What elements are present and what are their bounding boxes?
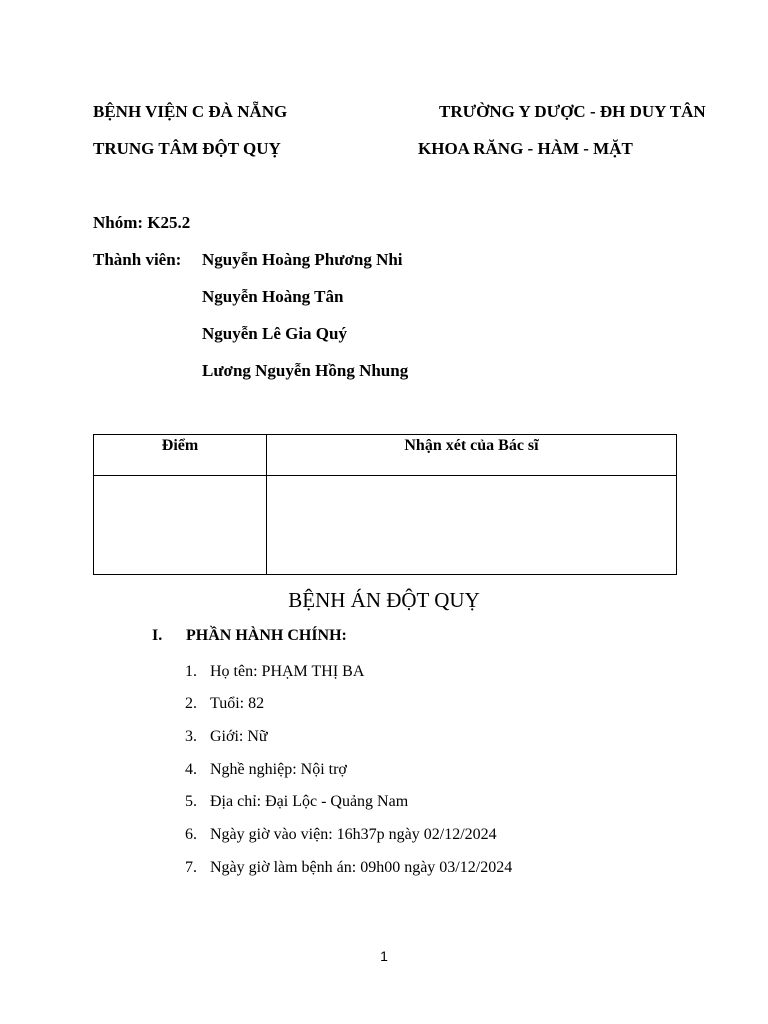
list-item-text: Nghề nghiệp: Nội trợ <box>210 761 347 778</box>
list-item-text: Ngày giờ vào viện: 16h37p ngày 02/12/2024 <box>210 826 497 843</box>
list-item <box>185 761 347 779</box>
list-item-text: Giới: Nữ <box>210 728 268 745</box>
list-item <box>185 859 512 877</box>
list-item-number: 6. <box>185 826 197 843</box>
list-item-number: 5. <box>185 793 197 810</box>
members-label: Thành viên: <box>93 250 182 269</box>
list-item <box>185 826 497 844</box>
list-item-text: Họ tên: PHẠM THỊ BA <box>210 663 365 680</box>
hospital-name: BỆNH VIỆN C ĐÀ NẴNG <box>93 102 288 121</box>
list-item-text: Tuổi: 82 <box>210 695 265 712</box>
comment-column-header: Nhận xét của Bác sĩ <box>267 435 677 476</box>
list-item-number: 7. <box>185 859 197 876</box>
member-name: Nguyễn Hoàng Phương Nhi <box>202 250 403 269</box>
member-name: Nguyễn Lê Gia Quý <box>202 324 347 343</box>
list-item-text: Ngày giờ làm bệnh án: 09h00 ngày 03/12/2024 <box>210 859 513 876</box>
score-table <box>93 434 677 575</box>
page-number: 1 <box>380 948 388 964</box>
score-cell <box>94 476 267 575</box>
comment-cell <box>267 476 677 575</box>
stroke-center-name: TRUNG TÂM ĐỘT QUỴ <box>93 139 281 158</box>
section-number: I. <box>152 627 163 644</box>
list-item-number: 2. <box>185 695 197 712</box>
list-item <box>185 793 408 811</box>
member-name: Nguyễn Hoàng Tân <box>202 287 344 306</box>
list-item-number: 3. <box>185 728 197 745</box>
list-item-text: Địa chỉ: Đại Lộc - Quảng Nam <box>210 793 409 810</box>
list-item-number: 1. <box>185 663 197 680</box>
university-name: TRƯỜNG Y DƯỢC - ĐH DUY TÂN <box>439 102 706 121</box>
faculty-name: KHOA RĂNG - HÀM - MẶT <box>418 139 633 158</box>
group-label: Nhóm: K25.2 <box>93 213 191 232</box>
list-item <box>185 695 264 713</box>
section-title: PHẦN HÀNH CHÍNH: <box>186 627 347 644</box>
member-name: Lương Nguyễn Hồng Nhung <box>202 361 409 380</box>
list-item-number: 4. <box>185 761 197 778</box>
list-item <box>185 663 364 681</box>
list-item <box>185 728 268 746</box>
score-column-header: Điểm <box>94 435 267 476</box>
document-title: BỆNH ÁN ĐỘT QUỴ <box>288 588 480 612</box>
